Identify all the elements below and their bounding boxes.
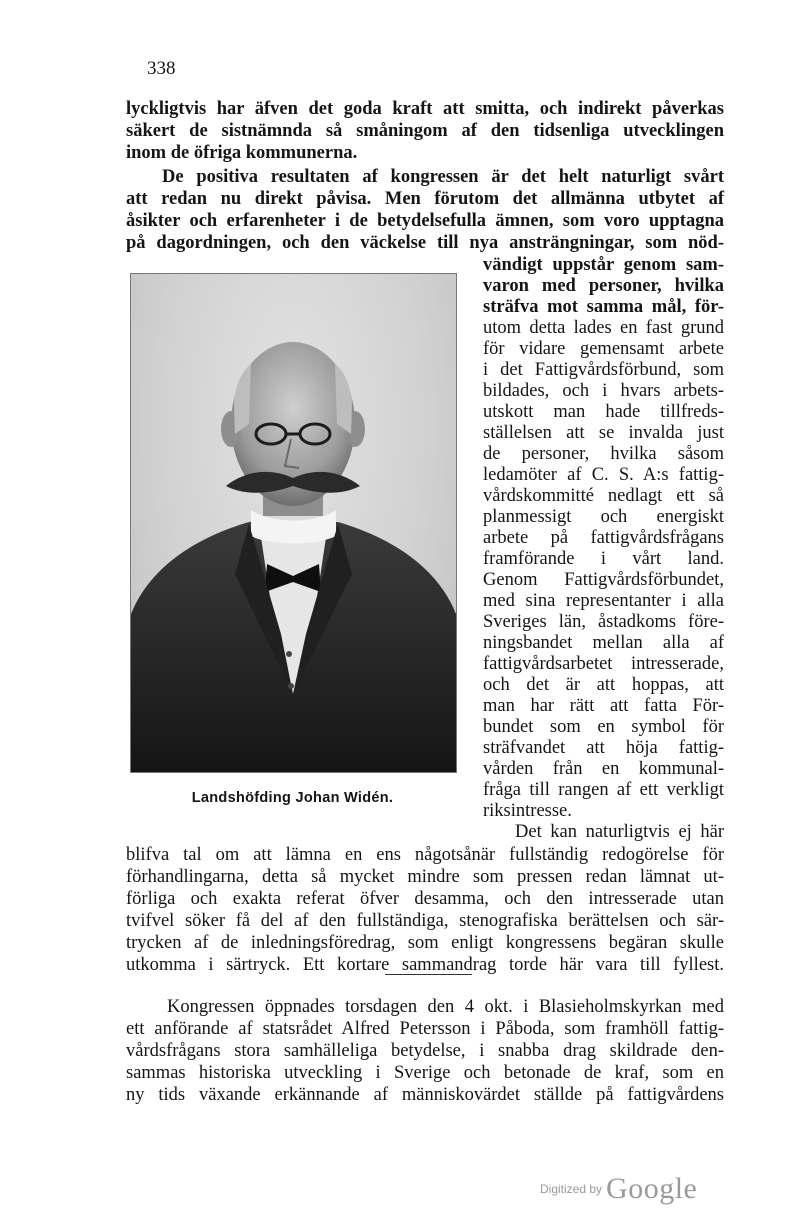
section-divider	[385, 974, 472, 975]
column-line: och det är att hoppas, att	[483, 675, 724, 695]
column-line: vården från en kommunal-	[483, 759, 724, 779]
column-line: planmessigt och energiskt	[483, 507, 724, 527]
column-line: de personer, hvilka såsom	[483, 444, 724, 464]
column-line: sträfva mot samma mål, för-	[483, 297, 724, 317]
body-line: säkert de sistnämnda så småningom af den tidsenliga utvecklingen	[126, 121, 724, 141]
body-line: lyckligtvis har äfven det goda kraft att smitta, och indirekt påverkas	[126, 99, 724, 119]
page-number: 338	[147, 58, 176, 79]
body-line: inom de öfriga kommunerna.	[126, 143, 358, 163]
body-line: trycken af de inledningsföredrag, som enligt kongressens begäran skulle	[126, 933, 724, 953]
column-line: ledamöter af C. S. A:s fattig-	[483, 465, 724, 485]
column-line: utskott man hade tillfreds-	[483, 402, 724, 422]
column-line: Sveriges län, åstadkoms före-	[483, 612, 724, 632]
body-line: utkomma i särtryck. Ett kortare sammandrag torde här vara till fyllest.	[126, 955, 724, 975]
column-line: varon med personer, hvilka	[483, 276, 724, 296]
digitized-watermark	[540, 1172, 697, 1206]
portrait-caption: Landshöfding Johan Widén.	[191, 790, 394, 806]
body-line: blifva tal om att lämna en ens någotsånär fullständig redogörelse för	[126, 845, 724, 865]
column-line: arbete på fattigvårdsfrågans	[483, 528, 724, 548]
column-line: vändigt uppstår genom sam-	[483, 255, 724, 275]
column-line: fattigvårdsarbetet intresserade,	[483, 654, 724, 674]
body-line: ett anförande af statsrådet Alfred Petersson i Påboda, som framhöll fattig-	[126, 1019, 724, 1039]
body-line: tvifvel söker få del af den fullständiga, stenografiska berättelsen och sär-	[126, 911, 724, 931]
body-line: att redan nu direkt påvisa. Men förutom det allmänna utbytet af	[126, 189, 724, 209]
body-line: förliga och exakta referat öfver desamma, och den intresserade utan	[126, 889, 724, 909]
column-line: ningsbandet mellan alla af	[483, 633, 724, 653]
column-line: bundet som en symbol för	[483, 717, 724, 737]
column-line: i det Fattigvårdsförbund, som	[483, 360, 724, 380]
column-line: bildades, och i hvars arbets-	[483, 381, 724, 401]
column-line: sträfvandet att höja fattig-	[483, 738, 724, 758]
body-line: på dagordningen, och den väckelse till nya ansträngningar, som nöd-	[126, 233, 724, 253]
google-logo: Google	[606, 1172, 698, 1205]
column-line: riksintresse.	[483, 801, 572, 821]
body-line: De positiva resultaten af kongressen är det helt naturligt svårt	[162, 167, 724, 187]
column-line: vårdskommitté nedlagt ett så	[483, 486, 724, 506]
body-line: förhandlingarna, detta så mycket mindre som pressen redan lämnat ut-	[126, 867, 724, 887]
column-line: för vidare gemensamt arbete	[483, 339, 724, 359]
column-line: utom detta lades en fast grund	[483, 318, 724, 338]
column-line: med sina representanter i alla	[483, 591, 724, 611]
body-line: åsikter och erfarenheter i de betydelsefulla ämnen, som voro upptagna	[126, 211, 724, 231]
watermark-prefix: Digitized by	[540, 1182, 603, 1196]
column-line: man har rätt att fatta För-	[483, 696, 724, 716]
body-line: Det kan naturligtvis ej här	[515, 822, 724, 842]
portrait-photo	[130, 273, 457, 773]
column-line: Genom Fattigvårdsförbundet,	[483, 570, 724, 590]
column-line: ställelsen att se invalda just	[483, 423, 724, 443]
portrait-figure	[131, 274, 456, 772]
body-line: Kongressen öppnades torsdagen den 4 okt. i Blasieholmskyrkan med	[167, 997, 724, 1017]
column-line: framförande i vårt land.	[483, 549, 724, 569]
body-line: sammas historiska utveckling i Sverige och betonade de kraf, som en	[126, 1063, 724, 1083]
body-line: vårdsfrågans stora samhälleliga betydelse, i snabba drag skildrade den-	[126, 1041, 724, 1061]
body-line: ny tids växande erkännande af människovärdet ställde på fattigvårdens	[126, 1085, 724, 1105]
column-line: fråga till rangen af ett verkligt	[483, 780, 724, 800]
